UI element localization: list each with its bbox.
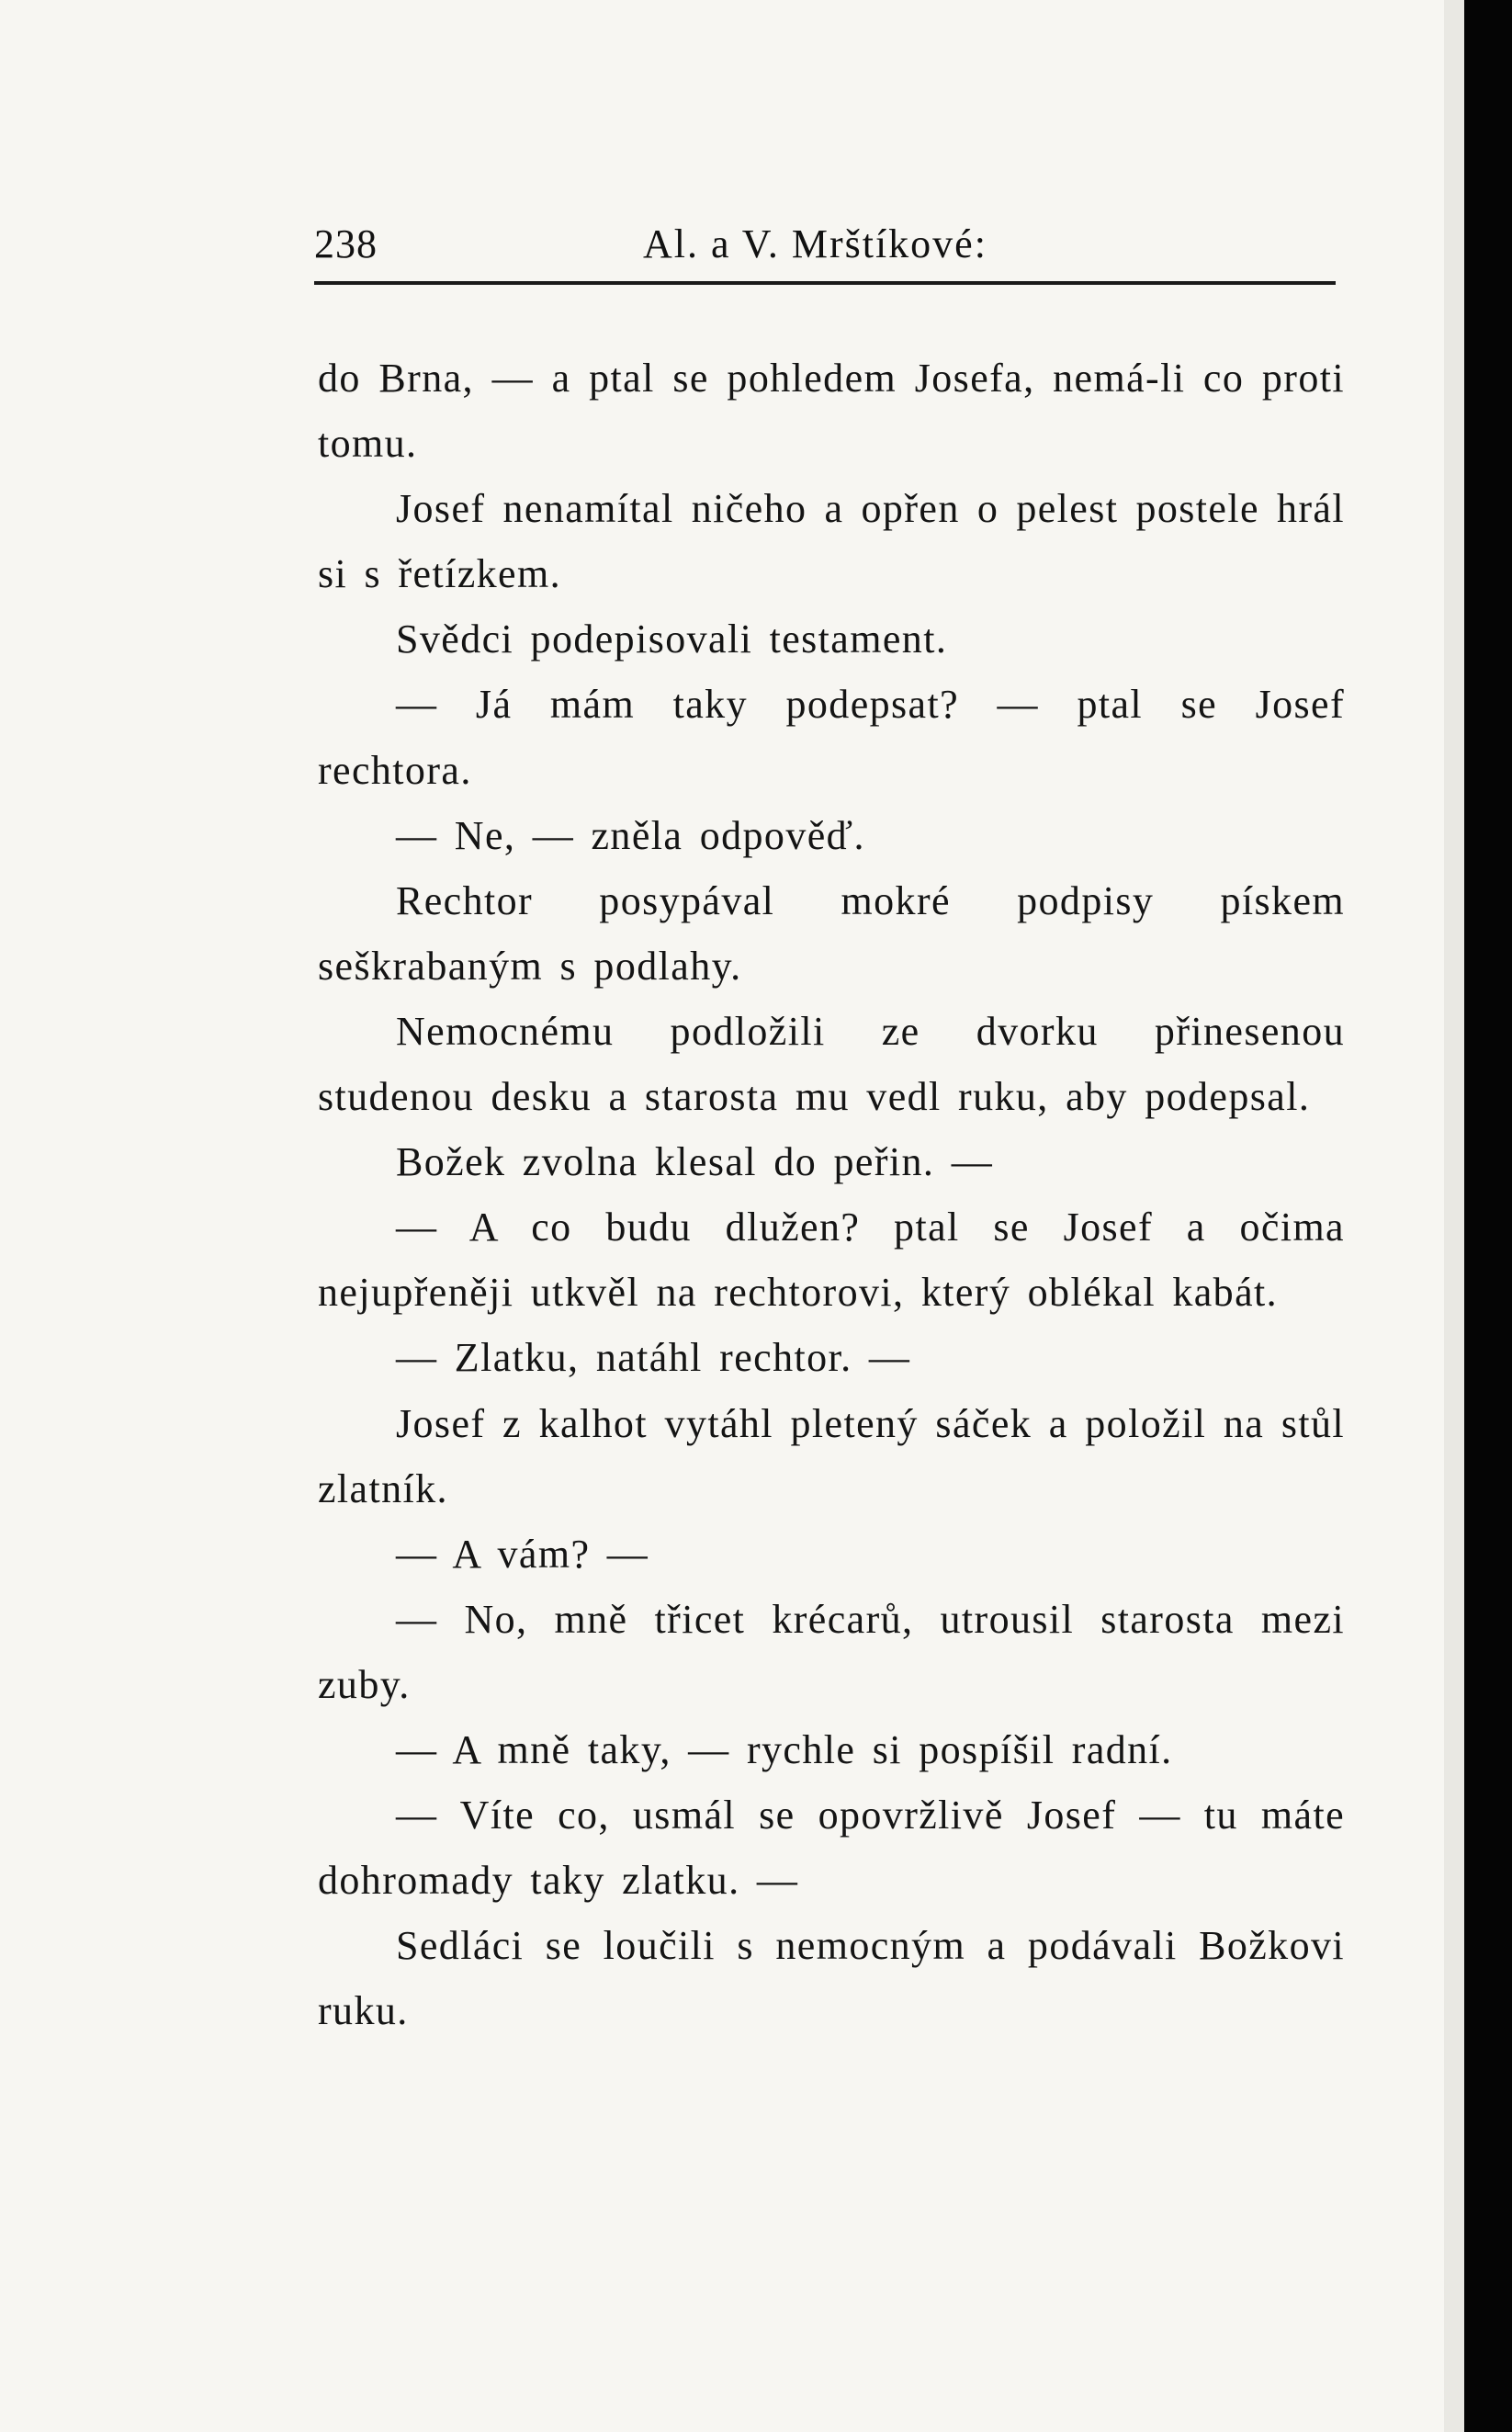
paragraph: Sedláci se loučili s nemocným a podávali Božkovi ruku. — [318, 1923, 1345, 2034]
paragraph: — No, mně třicet krécarů, utrousil starosta mezi zuby. — [318, 1596, 1345, 1707]
paragraph: — A mně taky, — rychle si pospíšil radní. — [396, 1726, 1173, 1772]
paragraph: Svědci podepisovali testament. — [396, 616, 948, 662]
paragraph: Josef z kalhot vytáhl pletený sáček a položil na stůl zlatník. — [318, 1400, 1345, 1511]
paragraph: — Já mám taky podepsat? — ptal se Josef rechtora. — [318, 682, 1345, 793]
paragraph: Božek zvolna klesal do peřin. — — [396, 1139, 994, 1185]
paragraph: Nemocnému podložili ze dvorku přinesenou studenou desku a starosta mu vedl ruku, aby podepsal. — [318, 1008, 1345, 1120]
scan-border — [1464, 0, 1512, 2432]
paragraph: — A vám? — — [396, 1531, 649, 1577]
page-number: 238 — [314, 221, 378, 266]
paragraph: Josef nenamítal ničeho a opřen o pelest postele hrál si s řetízkem. — [318, 486, 1345, 597]
body-text — [318, 345, 1345, 2043]
header-rule — [314, 281, 1336, 285]
paragraph: — Víte co, usmál se opovržlivě Josef — tu máte dohromady taky zlatku. — — [318, 1793, 1345, 1904]
page-edge — [1444, 0, 1464, 2432]
page-header — [314, 221, 1336, 276]
paragraph: — Ne, — zněla odpověď. — [396, 812, 865, 858]
paragraph: do Brna, — a ptal se pohledem Josefa, nemá-li co proti tomu. — [318, 356, 1345, 467]
paragraph: — A co budu dlužen? ptal se Josef a očima nejupřeněji utkvěl na rechtorovi, který oblékal kabát. — [318, 1205, 1345, 1316]
paragraph: Rechtor posypával mokré podpisy pískem seškrabaným s podlahy. — [318, 877, 1345, 989]
paragraph: — Zlatku, natáhl rechtor. — — [396, 1335, 911, 1381]
running-title: Al. a V. Mrštíkové: — [643, 221, 987, 266]
